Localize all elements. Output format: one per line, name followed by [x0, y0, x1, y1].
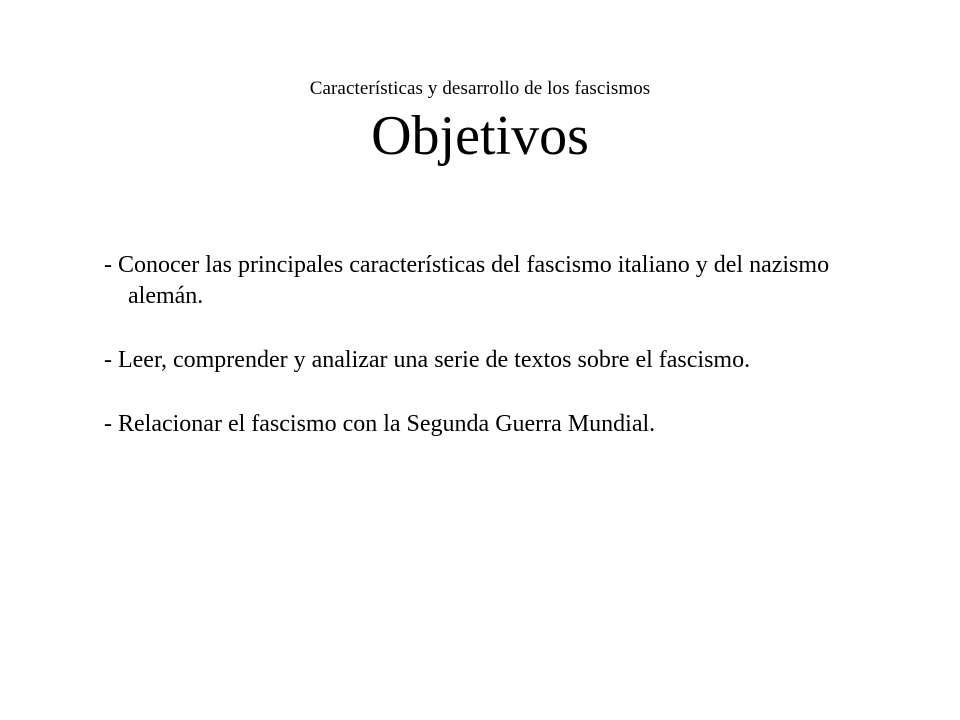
slide-subtitle: Características y desarrollo de los fascismos	[309, 78, 651, 99]
objective-item: - Leer, comprender y analizar una serie de textos sobre el fascismo.	[104, 347, 751, 373]
objective-item: - Conocer las principales características del fascismo italiano y del nazismo alemán.	[104, 252, 830, 309]
slide-title: Objetivos	[371, 105, 589, 167]
objectives-list	[104, 250, 844, 473]
objective-item: - Relacionar el fascismo con la Segunda Guerra Mundial.	[104, 411, 656, 437]
title-block	[0, 74, 960, 168]
